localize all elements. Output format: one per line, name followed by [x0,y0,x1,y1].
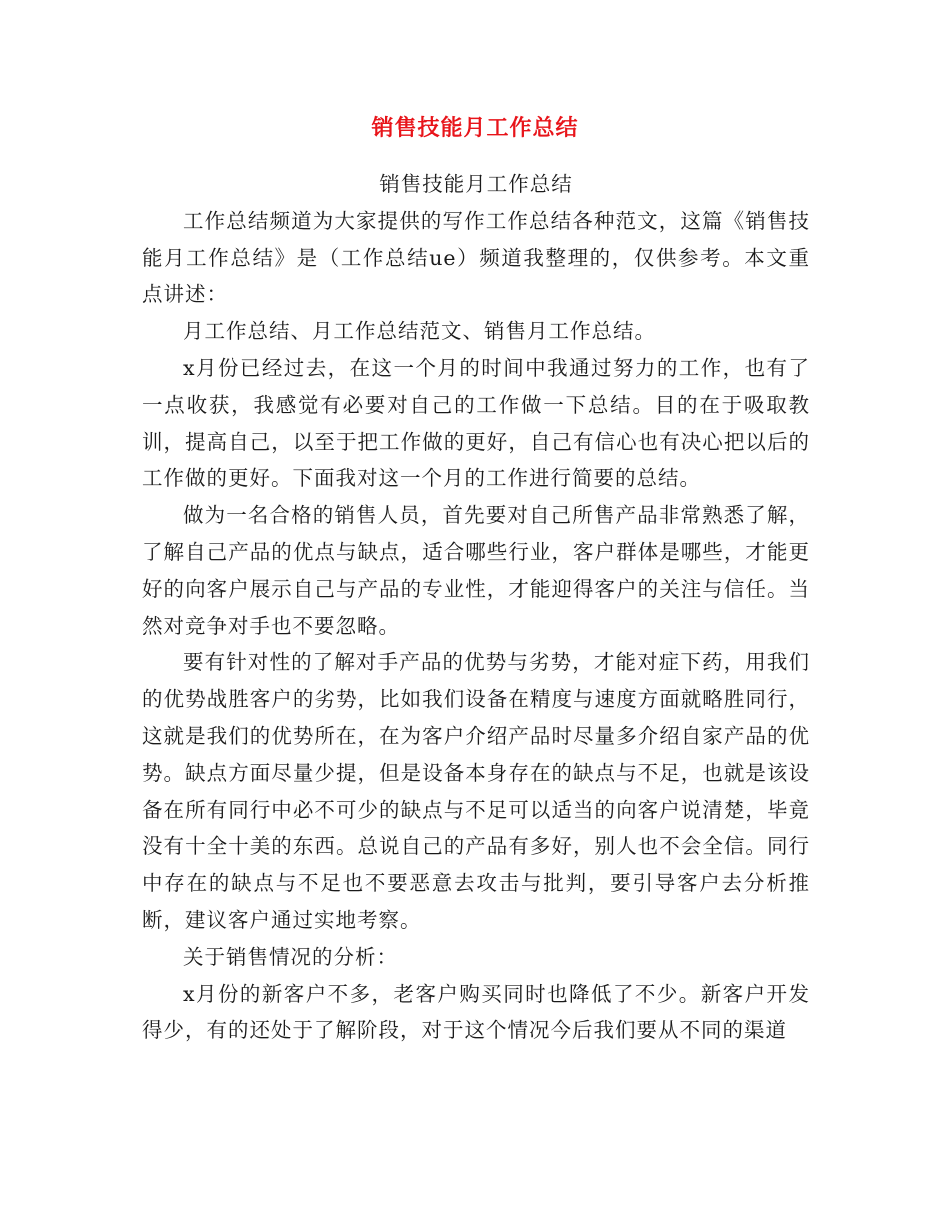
paragraph-competitor-analysis: 要有针对性的了解对手产品的优势与劣势，才能对症下药，用我们的优势战胜客户的劣势，比如我们设备在精度与速度方面就略胜同行，这就是我们的优势所在，在为客户介绍产品时尽量多介绍自家产品的优势。缺点方面尽量少提，但是设备本身存在的缺点与不足，也就是该设备在所有同行中必不可少的缺点与不足可以适当的向客户说清楚，毕竟没有十全十美的东西。总说自己的产品有多好，别人也不会全信。同行中存在的缺点与不足也不要恶意去攻击与批判，要引导客户去分析推断，建议客户通过实地考察。 [142,650,810,932]
document-title: 销售技能月工作总结 [371,116,579,141]
document-body [142,166,810,1049]
paragraph-product-knowledge: 做为一名合格的销售人员，首先要对自己所售产品非常熟悉了解，了解自己产品的优点与缺点，适合哪些行业，客户群体是哪些，才能更好的向客户展示自己与产品的专业性，才能迎得客户的关注与信任。当然对竞争对手也不要忽略。 [142,503,810,638]
document-subtitle: 销售技能月工作总结 [379,172,573,196]
paragraph-sales-analysis-heading: 关于销售情况的分析： [183,944,398,969]
paragraph-intro: 工作总结频道为大家提供的写作工作总结各种范文，这篇《销售技能月工作总结》是（工作总结ue）频道我整理的，仅供参考。本文重点讲述： [142,208,810,307]
paragraph-sales-analysis: x月份的新客户不多，老客户购买同时也降低了不少。新客户开发得少，有的还处于了解阶段，对于这个情况今后我们要从不同的渠道 [142,981,810,1043]
paragraph-keywords: 月工作总结、月工作总结范文、销售月工作总结。 [183,319,656,344]
paragraph-month-review: x月份已经过去，在这一个月的时间中我通过努力的工作，也有了一点收获，我感觉有必要对自己的工作做一下总结。目的在于吸取教训，提高自己，以至于把工作做的更好，自己有信心也有决心把以后的工作做的更好。下面我对这一个月的工作进行简要的总结。 [142,355,810,491]
